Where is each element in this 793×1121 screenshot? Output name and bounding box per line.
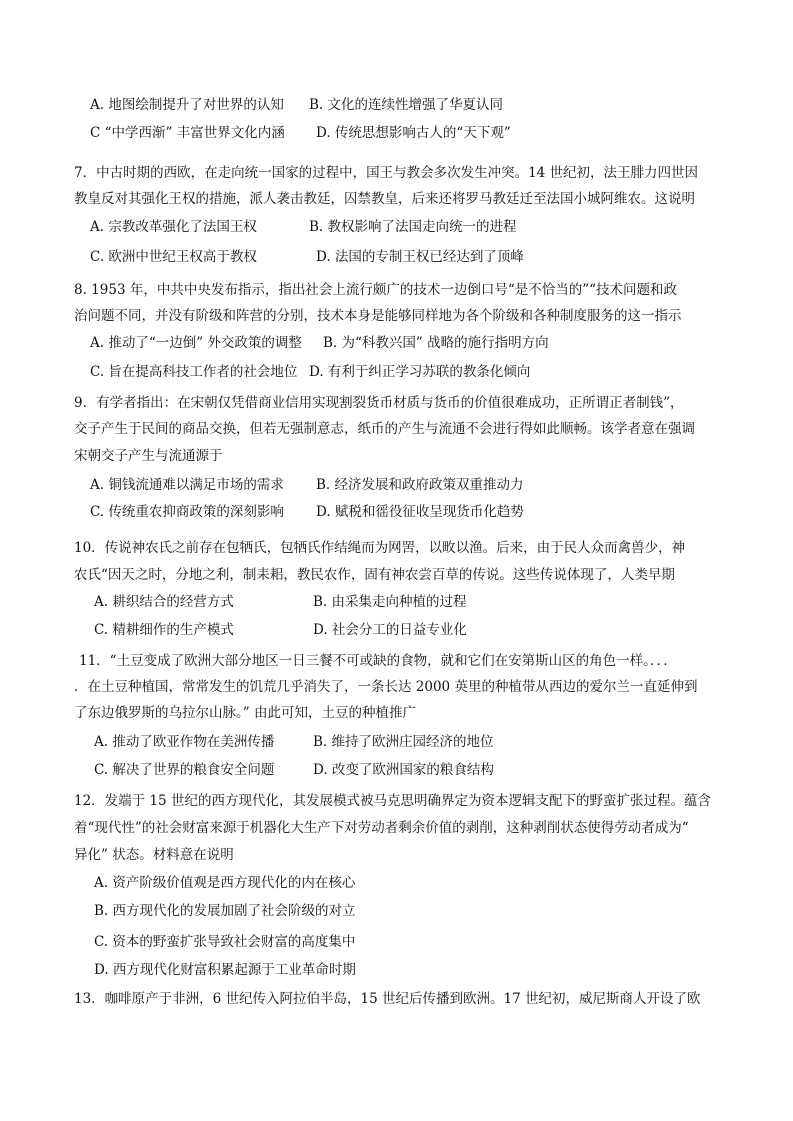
q8-option-c[interactable]: C. 旨在提高科技工作者的社会地位	[90, 364, 298, 380]
q10-stem-line-1: 10．传说神农氏之前存在包牺氏，包牺氏作结绳而为网罟，以畋以渔。后来，由于民人众而禽兽少，神	[74, 540, 686, 556]
q7-option-b[interactable]: B. 教权影响了法国走向统一的进程	[309, 219, 517, 235]
q7-option-a[interactable]: A. 宗教改革强化了法国王权	[90, 219, 257, 235]
q9-option-d[interactable]: D. 赋税和徭役征收呈现货币化趋势	[316, 504, 524, 520]
q9-option-b[interactable]: B. 经济发展和政府政策双重推动力	[316, 477, 524, 493]
q8-option-a[interactable]: A. 推动了“一边倒” 外交政策的调整	[90, 335, 302, 351]
q9-stem-line-2: 交子产生于民间的商品交换，但若无强制意志，纸币的产生与流通不会进行得如此顺畅。该学者意在强调	[74, 421, 695, 437]
q6-option-d[interactable]: D. 传统思想影响古人的“天下观”	[316, 125, 511, 141]
q7-option-c[interactable]: C. 欧洲中世纪王权高于教权	[90, 249, 257, 265]
q12-stem-line-3: 异化” 状态。材料意在说明	[74, 847, 234, 863]
q9-stem-line-3: 宋朝交子产生与流通源于	[74, 448, 223, 464]
q11-option-c[interactable]: C. 解决了世界的粮食安全问题	[94, 762, 275, 778]
q11-stem-line-1: 11．“土豆变成了欧洲大部分地区一日三餐不可或缺的食物，就和它们在安第斯山区的角色一样。．．．	[79, 653, 677, 669]
q6-option-c[interactable]: C “中学西渐” 丰富世界文化内涵	[90, 125, 285, 141]
q8-option-d[interactable]: D. 有利于纠正学习苏联的教条化倾向	[309, 364, 531, 380]
q11-option-b[interactable]: B. 维持了欧洲庄园经济的地位	[313, 734, 494, 750]
q12-stem-line-1: 12．发端于 15 世纪的西方现代化，其发展模式被马克思明确界定为资本逻辑支配下的野蛮扩张过程。蕴含	[74, 793, 711, 809]
q10-option-d[interactable]: D. 社会分工的日益专业化	[313, 622, 467, 638]
q7-stem-line-1: 7．中古时期的西欧，在走向统一国家的过程中，国王与教会多次发生冲突。14 世纪初，法王腓力四世因	[74, 165, 699, 181]
q9-option-c[interactable]: C. 传统重农抑商政策的深刻影响	[90, 504, 284, 520]
q9-option-a[interactable]: A. 铜钱流通难以满足市场的需求	[90, 477, 284, 493]
q11-option-d[interactable]: D. 改变了欧洲国家的粮食结构	[313, 762, 494, 778]
q9-stem-line-1: 9．有学者指出：在宋朝仅凭借商业信用实现割裂货币材质与货币的价值很难成功，正所谓正者制钱”，	[74, 395, 684, 411]
q12-stem-line-2: 着“现代性”的社会财富来源于机器化大生产下对劳动者剩余价值的剥削，这种剥削状态使得劳动者成为“	[74, 820, 689, 836]
q12-option-d[interactable]: D. 西方现代化财富积累起源于工业革命时期	[94, 962, 356, 978]
q10-option-b[interactable]: B. 由采集走向种植的过程	[313, 594, 467, 610]
q12-option-a[interactable]: A. 资产阶级价值观是西方现代化的内在核心	[94, 875, 356, 891]
q10-option-a[interactable]: A. 耕织结合的经营方式	[94, 594, 234, 610]
q10-option-c[interactable]: C. 精耕细作的生产模式	[94, 622, 234, 638]
q6-option-b[interactable]: B. 文化的连续性增强了华夏认同	[309, 97, 504, 113]
q11-option-a[interactable]: A. 推动了欧亚作物在美洲传播	[94, 734, 275, 750]
q11-stem-line-2: ．在土豆种植国，常常发生的饥荒几乎消失了，一条长达 2000 英里的种植带从西边的爱尔兰一直延伸到	[74, 679, 698, 695]
q11-stem-line-3: 了东边俄罗斯的乌拉尔山脉。” 由此可知，土豆的种植推广	[74, 705, 416, 721]
q8-stem-line-2: 治问题不同，并没有阶级和阵营的分别，技术本身是能够同样地为各个阶级和各种制度服务的这一指示	[74, 308, 682, 324]
q12-option-b[interactable]: B. 西方现代化的发展加剧了社会阶级的对立	[94, 903, 356, 919]
q13-stem-line-1: 13．咖啡原产于非洲，6 世纪传入阿拉伯半岛，15 世纪后传播到欧洲。17 世纪初，威尼斯商人开设了欧	[74, 991, 701, 1007]
q6-option-a[interactable]: A. 地图绘制提升了对世界的认知	[90, 97, 284, 113]
q10-stem-line-2: 农氏“因天之时，分地之利，制耒耜，教民农作，固有神农尝百草的传说。这些传说体现了，人类早期	[74, 567, 675, 583]
q7-stem-line-2: 教皇反对其强化王权的措施，派人袭击教廷，囚禁教皇，后来还将罗马教廷迁至法国小城阿维农。这说明	[74, 191, 695, 207]
q8-stem-line-1: 8. 1953 年，中共中央发布指示，指出社会上流行颇广的技术一边倒口号“是不恰当的”“技术问题和政	[74, 282, 678, 298]
q7-option-d[interactable]: D. 法国的专制王权已经达到了顶峰	[316, 249, 524, 265]
q8-option-b[interactable]: B. 为“科教兴国” 战略的施行指明方向	[323, 335, 549, 351]
q12-option-c[interactable]: C. 资本的野蛮扩张导致社会财富的高度集中	[94, 934, 356, 950]
